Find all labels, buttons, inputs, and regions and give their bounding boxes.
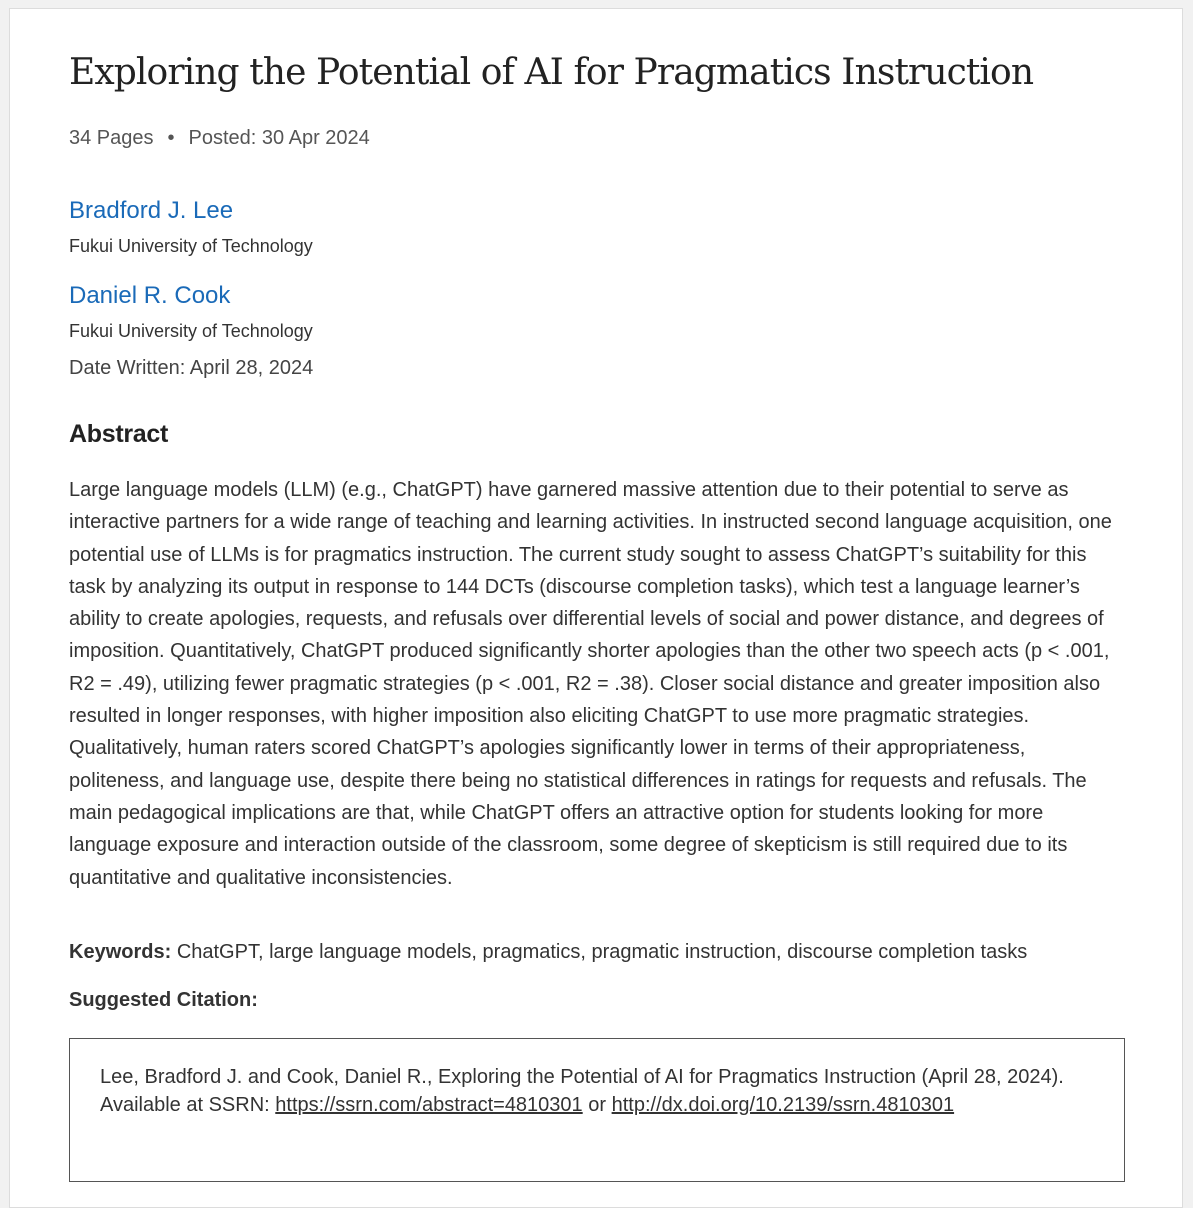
doi-link[interactable]: http://dx.doi.org/10.2139/ssrn.4810301 bbox=[611, 1094, 955, 1116]
paper-title: Exploring the Potential of AI for Pragmatics Instruction bbox=[69, 52, 1034, 93]
meta-separator: • bbox=[167, 127, 175, 149]
citation-text: Lee, Bradford J. and Cook, Daniel R., Exploring the Potential of AI for Pragmatics Instruction (April 28, 2024). Available at SSRN: bbox=[100, 1066, 1064, 1116]
author-affiliation-cook: Fukui University of Technology bbox=[69, 321, 313, 341]
ssrn-abstract-link[interactable]: https://ssrn.com/abstract=4810301 bbox=[275, 1094, 583, 1116]
keywords-label: Keywords: bbox=[69, 941, 172, 963]
keywords-list: ChatGPT, large language models, pragmatics, pragmatic instruction, discourse completion tasks bbox=[176, 941, 1028, 963]
posted-date: Posted: 30 Apr 2024 bbox=[188, 127, 370, 149]
citation-or: or bbox=[588, 1094, 607, 1116]
keywords bbox=[69, 941, 1027, 964]
author-affiliation-lee: Fukui University of Technology bbox=[69, 236, 313, 256]
abstract-text: Large language models (LLM) (e.g., ChatGPT) have garnered massive attention due to their potential to serve as interactive partners for a wide range of teaching and learning activities. In instructed second language acquisition, one potential use of LLMs is for pragmatics instruction. The current study sought to assess ChatGPT’s suitability for this task by analyzing its output in response to 144 DCTs (discourse completion tasks), which test a language learner’s ability to create apologies, requests, and refusals over differential levels of social and power distance, and degrees of imposition. Quantitatively, ChatGPT produced significantly shorter apologies than the other two speech acts (p < .001, R2 = .49), utilizing fewer pragmatic strategies (p < .001, R2 = .38). Closer social distance and greater imposition also resulted in longer responses, with higher imposition also eliciting ChatGPT to use more pragmatic strategies. Qualitatively, human raters scored ChatGPT’s apologies significantly lower in terms of their appropriateness, politeness, and language use, despite there being no statistical differences in ratings for requests and refusals. The main pedagogical implications are that, while ChatGPT offers an attractive option for students looking for more language exposure and interaction outside of the classroom, some degree of skepticism is still required due to its quantitative and qualitative inconsistencies. bbox=[69, 479, 1112, 889]
abstract-heading: Abstract bbox=[69, 420, 169, 448]
date-written: Date Written: April 28, 2024 bbox=[69, 357, 314, 379]
citation-box bbox=[69, 1038, 1125, 1182]
author-link-lee[interactable]: Bradford J. Lee bbox=[69, 197, 234, 224]
paper-card bbox=[9, 8, 1183, 1208]
suggested-citation-label: Suggested Citation: bbox=[69, 989, 258, 1011]
author-link-cook[interactable]: Daniel R. Cook bbox=[69, 282, 231, 309]
paper-meta bbox=[69, 127, 370, 150]
page-count: 34 Pages bbox=[69, 127, 154, 149]
